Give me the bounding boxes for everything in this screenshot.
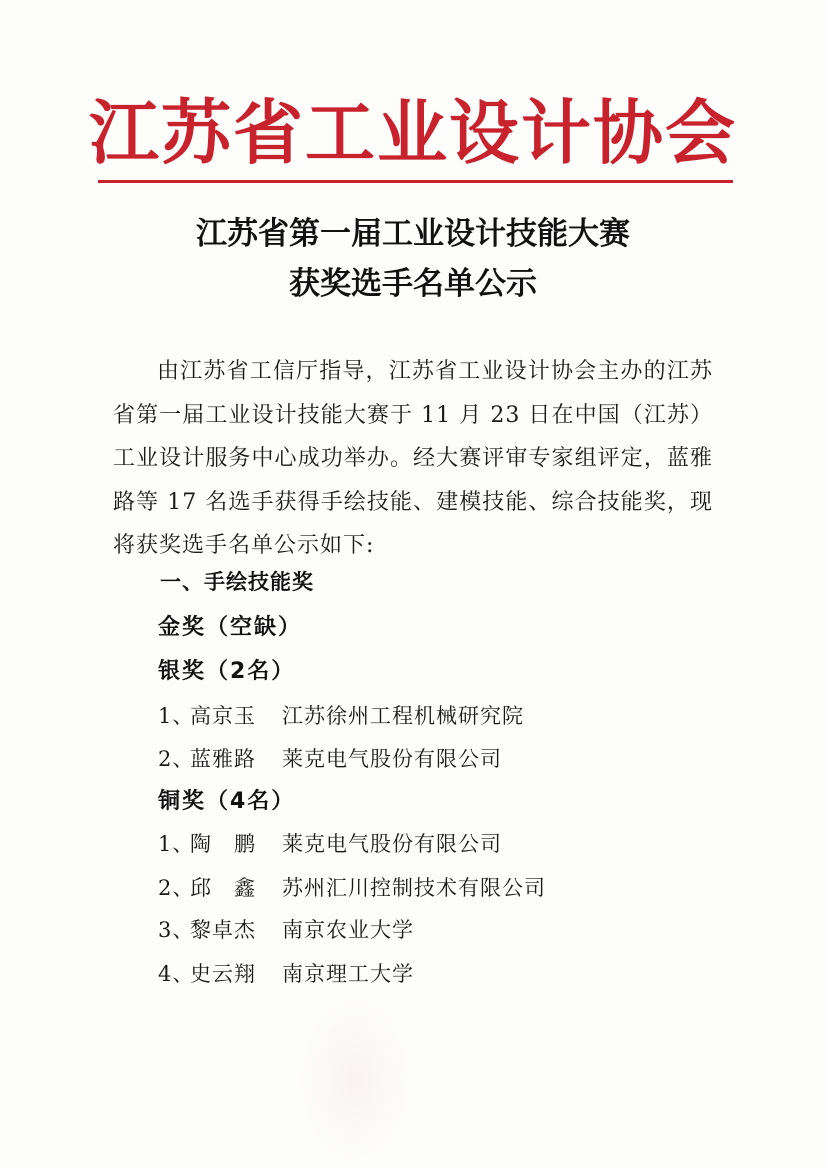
section-heading-hand-drawing: 一、手绘技能奖 (160, 570, 314, 594)
entry-organization: 苏州汇川控制技术有限公司 (282, 876, 546, 900)
entry-name: 史云翔 (190, 962, 256, 986)
entry-organization: 莱克电气股份有限公司 (282, 747, 502, 771)
entry-name: 邱 鑫 (190, 876, 256, 900)
entry-index: 4、 (158, 962, 195, 986)
entry-index: 2、 (158, 876, 195, 900)
entry-index: 1、 (158, 832, 195, 856)
intro-paragraph: 由江苏省工信厅指导，江苏省工业设计协会主办的江苏省第一届工业设计技能大赛于 11 月 23 日在中国（江苏）工业设计服务中心成功举办。经大赛评审专家组评定，蓝雅路等 17 名选手获得手绘技能、建模技能、综合技能奖，现将获奖选手名单公示如下: (113, 359, 713, 558)
bronze-award-heading: 铜奖（4名） (158, 789, 296, 814)
entry-organization: 江苏徐州工程机械研究院 (282, 704, 524, 728)
faint-seal-mark (300, 1000, 410, 1160)
list-item (158, 700, 524, 730)
entry-organization: 莱克电气股份有限公司 (282, 832, 502, 856)
list-item (158, 872, 546, 902)
entry-name: 黎卓杰 (190, 918, 256, 942)
list-item (158, 914, 414, 944)
entry-name: 高京玉 (190, 704, 256, 728)
header-divider (98, 180, 733, 183)
entry-name: 蓝雅路 (190, 747, 256, 771)
list-item (158, 958, 414, 988)
entry-name: 陶 鹏 (190, 832, 256, 856)
document-title-line-1: 江苏省第一届工业设计技能大赛 (196, 216, 630, 252)
silver-award-heading: 银奖（2名） (158, 659, 296, 684)
entry-organization: 南京理工大学 (282, 962, 414, 986)
entry-index: 2、 (158, 747, 195, 771)
list-item (158, 828, 502, 858)
entry-index: 3、 (158, 918, 195, 942)
entry-index: 1、 (158, 704, 195, 728)
entry-organization: 南京农业大学 (282, 918, 414, 942)
organization-header: 江苏省工业设计协会 (89, 91, 737, 174)
list-item (158, 743, 502, 773)
document-title-line-2: 获奖选手名单公示 (289, 266, 537, 302)
gold-award-heading: 金奖（空缺） (158, 615, 303, 640)
